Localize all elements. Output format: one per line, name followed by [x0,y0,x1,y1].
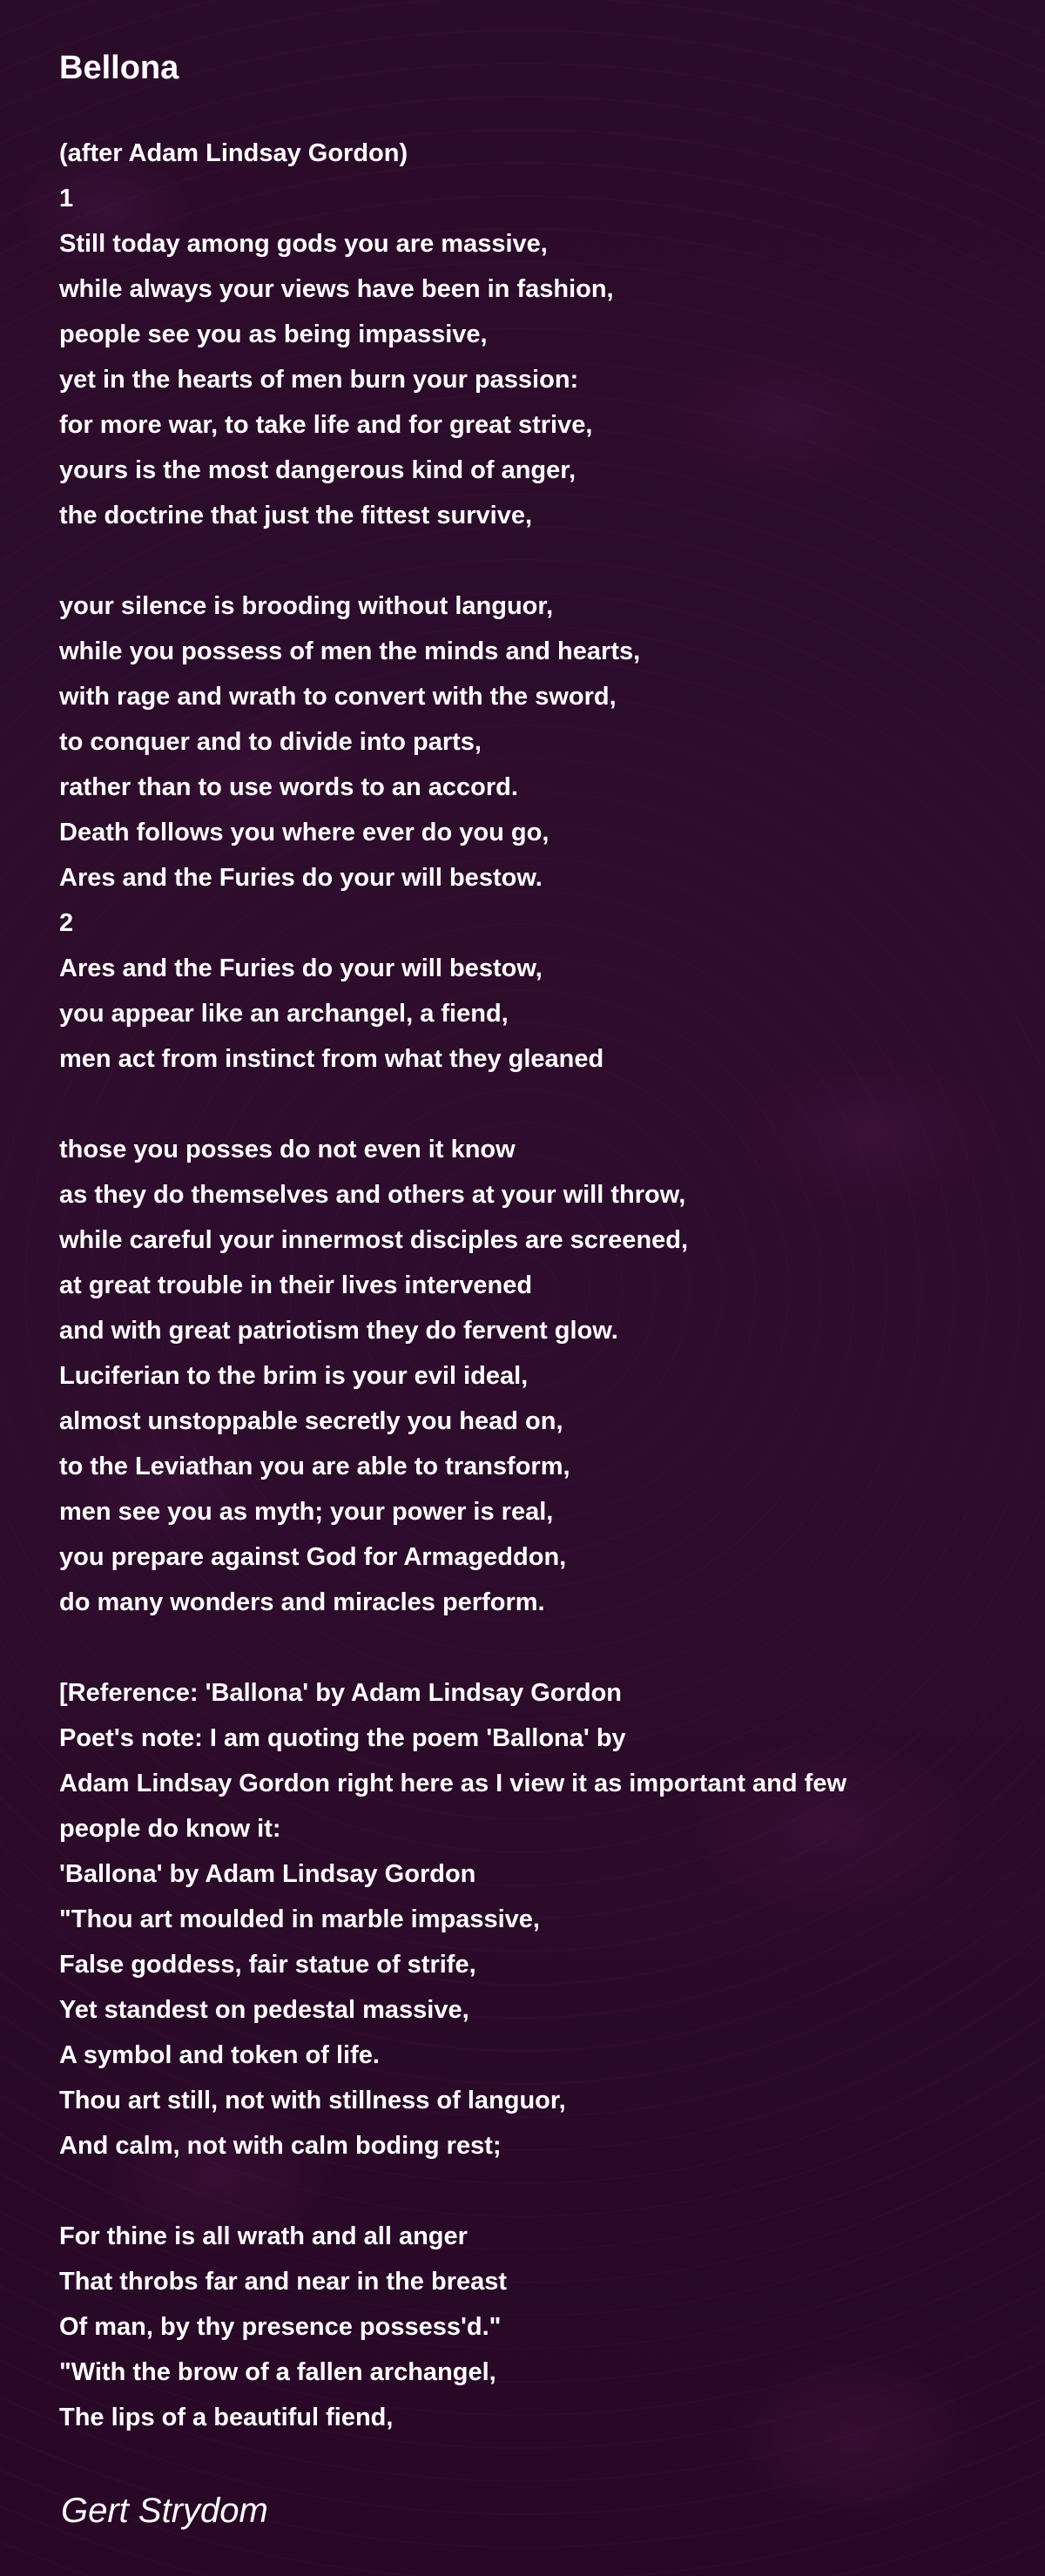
poem-line: for more war, to take life and for great strive, [59,411,593,439]
poem-line: while careful your innermost disciples are screened, [59,1226,689,1254]
poem-line: And calm, not with calm boding rest; [59,2132,502,2160]
poem-line: 'Ballona' by Adam Lindsay Gordon [59,1860,476,1888]
poem-line: the doctrine that just the fittest survive, [59,502,533,529]
poem-line: Ares and the Furies do your will bestow, [59,954,543,982]
poem-line: Ares and the Furies do your will bestow. [59,864,543,892]
poem-line: Still today among gods you are massive, [59,230,548,258]
poem-line: as they do themselves and others at your will throw, [59,1181,686,1209]
poem-line: yet in the hearts of men burn your passion: [59,366,579,394]
poem-line: men act from instinct from what they gleaned [59,1045,604,1073]
poem-line: do many wonders and miracles perform. [59,1588,545,1616]
stanza-break [59,538,1017,583]
poem-author: Gert Strydom [61,2492,268,2530]
poem-line: rather than to use words to an accord. [59,773,518,801]
poem-line: [Reference: 'Ballona' by Adam Lindsay Gordon [59,1679,623,1707]
poem-line: you appear like an archangel, a fiend, [59,1000,509,1028]
poem-line: your silence is brooding without languor, [59,592,554,620]
poem-line: Thou art still, not with stillness of languor, [59,2087,566,2114]
poem-line: The lips of a beautiful fiend, [59,2404,394,2431]
poem-line: 1 [59,185,74,212]
poem-line: (after Adam Lindsay Gordon) [59,139,408,167]
stanza-break [59,1625,1017,1670]
poem-line: men see you as myth; your power is real, [59,1498,554,1526]
poem-line: people do know it: [59,1815,281,1843]
poem-body [59,131,1017,2440]
stanza-break [59,1082,1017,1127]
poem-line: Of man, by thy presence possess'd." [59,2313,502,2341]
poem-line: "Thou art moulded in marble impassive, [59,1905,540,1933]
poem-line: almost unstoppable secretly you head on, [59,1407,563,1435]
poem-line: people see you as being impassive, [59,320,488,348]
poem-title: Bellona [59,50,179,86]
poem-line: Death follows you where ever do you go, [59,819,549,846]
poem-line: That throbs far and near in the breast [59,2268,508,2296]
poem-line: and with great patriotism they do fervent glow. [59,1317,618,1345]
poem-line: 2 [59,909,74,937]
poem-line: at great trouble in their lives intervened [59,1271,533,1299]
poem-line: while you possess of men the minds and hearts, [59,637,641,665]
poem-line: those you posses do not even it know [59,1136,516,1163]
poem-line: while always your views have been in fashion, [59,275,614,303]
poem-line: A symbol and token of life. [59,2041,380,2069]
poem-line: yours is the most dangerous kind of anger, [59,456,576,484]
stanza-break [59,2168,1017,2214]
poem-line: "With the brow of a fallen archangel, [59,2358,496,2386]
poem-line: to conquer and to divide into parts, [59,728,482,756]
poem-line: False goddess, fair statue of strife, [59,1951,476,1979]
poem-line: Adam Lindsay Gordon right here as I view it as important and few [59,1770,846,1797]
poem-line: Yet standest on pedestal massive, [59,1996,469,2024]
poem-line: For thine is all wrath and all anger [59,2222,468,2250]
poem-line: Poet's note: I am quoting the poem 'Ballona' by [59,1724,626,1752]
poem-line: to the Leviathan you are able to transform, [59,1453,570,1480]
poem-line: you prepare against God for Armageddon, [59,1543,567,1571]
poem-line: Luciferian to the brim is your evil ideal, [59,1362,529,1390]
poem-line: with rage and wrath to convert with the sword, [59,683,617,711]
